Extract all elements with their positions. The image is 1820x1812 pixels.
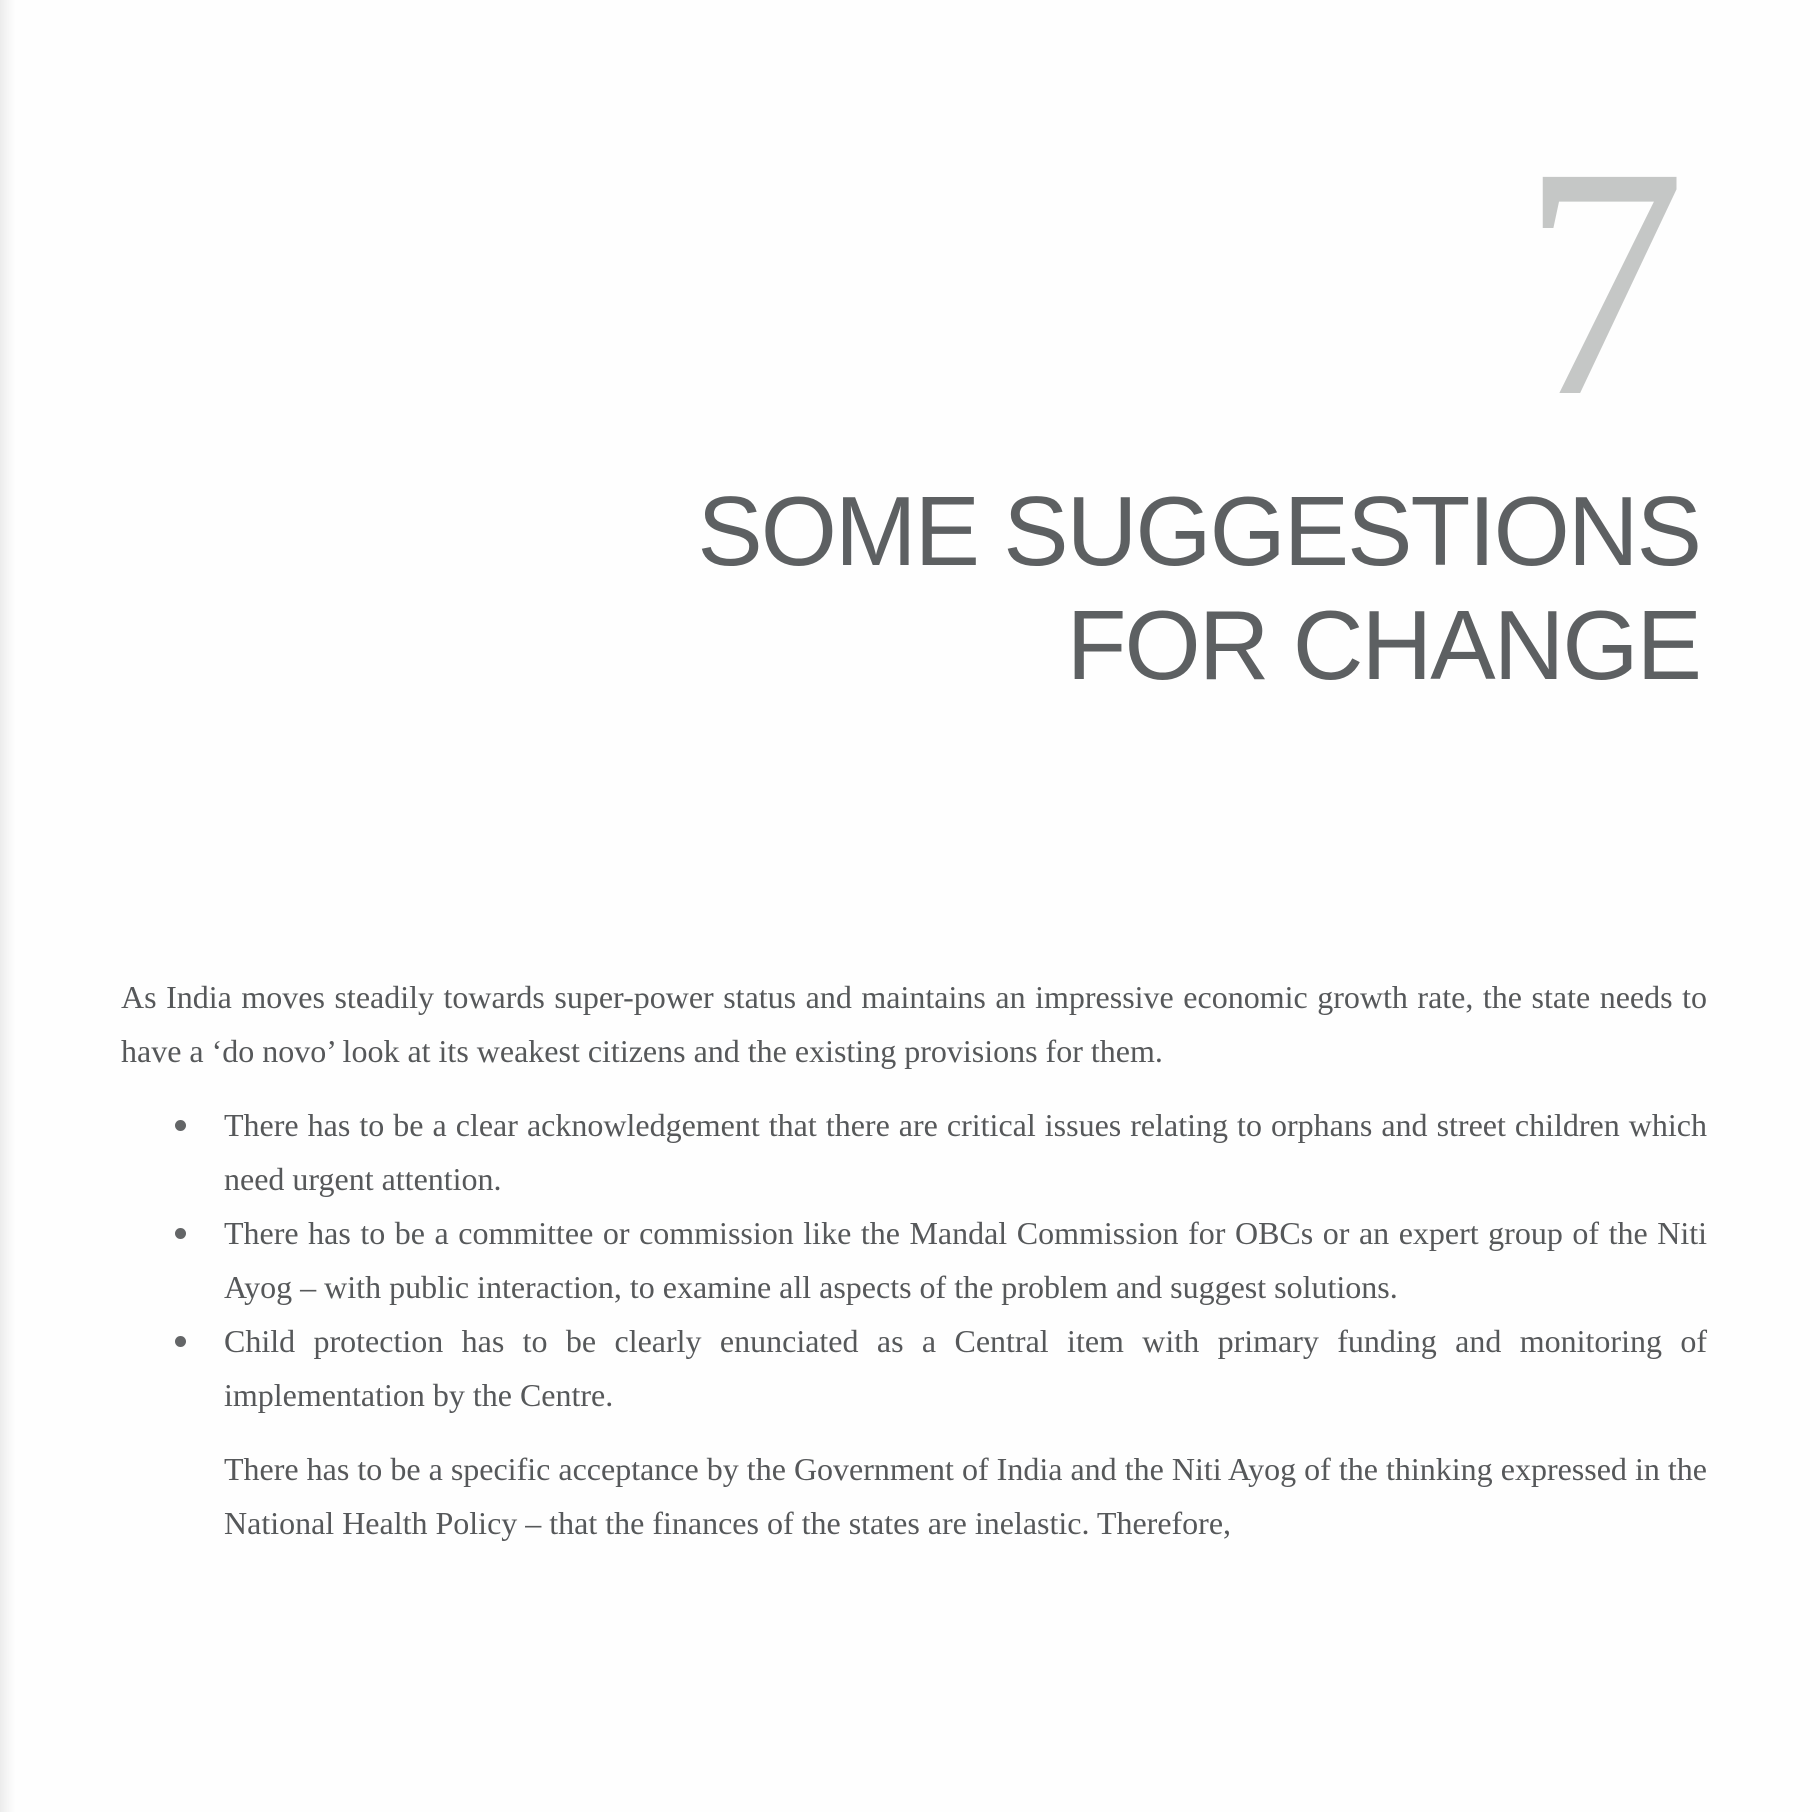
- list-item: [121, 1206, 1707, 1314]
- body-text: [121, 970, 1707, 1550]
- list-item-text: There has to be a clear acknowledgement that there are critical issues relating to orphans and street children which need urgent attention.: [224, 1107, 1707, 1197]
- chapter-title-line-1: SOME SUGGESTIONS: [697, 476, 1700, 586]
- chapter-title: [500, 474, 1700, 702]
- page-gutter-shadow: [0, 0, 16, 1812]
- intro-paragraph: As India moves steadily towards super-power status and maintains an impressive economic growth rate, the state needs to have a ‘do novo’ look at its weakest citizens and the existing provisions for them.: [121, 979, 1707, 1069]
- closing-paragraph: There has to be a specific acceptance by the Government of India and the Niti Ayog of the thinking expressed in the National Health Policy – that the finances of the states are inelastic. Therefore,: [224, 1451, 1707, 1541]
- bullet-icon: [175, 1336, 186, 1347]
- list-item-text: There has to be a committee or commission like the Mandal Commission for OBCs or an expert group of the Niti Ayog – with public interaction, to examine all aspects of the problem and suggest solutions.: [224, 1215, 1707, 1305]
- bullet-icon: [175, 1120, 186, 1131]
- list-item-text: Child protection has to be clearly enunciated as a Central item with primary funding and monitoring of implementation by the Centre.: [224, 1323, 1707, 1413]
- bullet-icon: [175, 1228, 186, 1239]
- suggestion-list: [121, 1098, 1707, 1422]
- list-item: [121, 1098, 1707, 1206]
- chapter-title-line-2: FOR CHANGE: [1066, 590, 1700, 700]
- list-item: [121, 1314, 1707, 1422]
- chapter-number: 7: [1521, 100, 1686, 465]
